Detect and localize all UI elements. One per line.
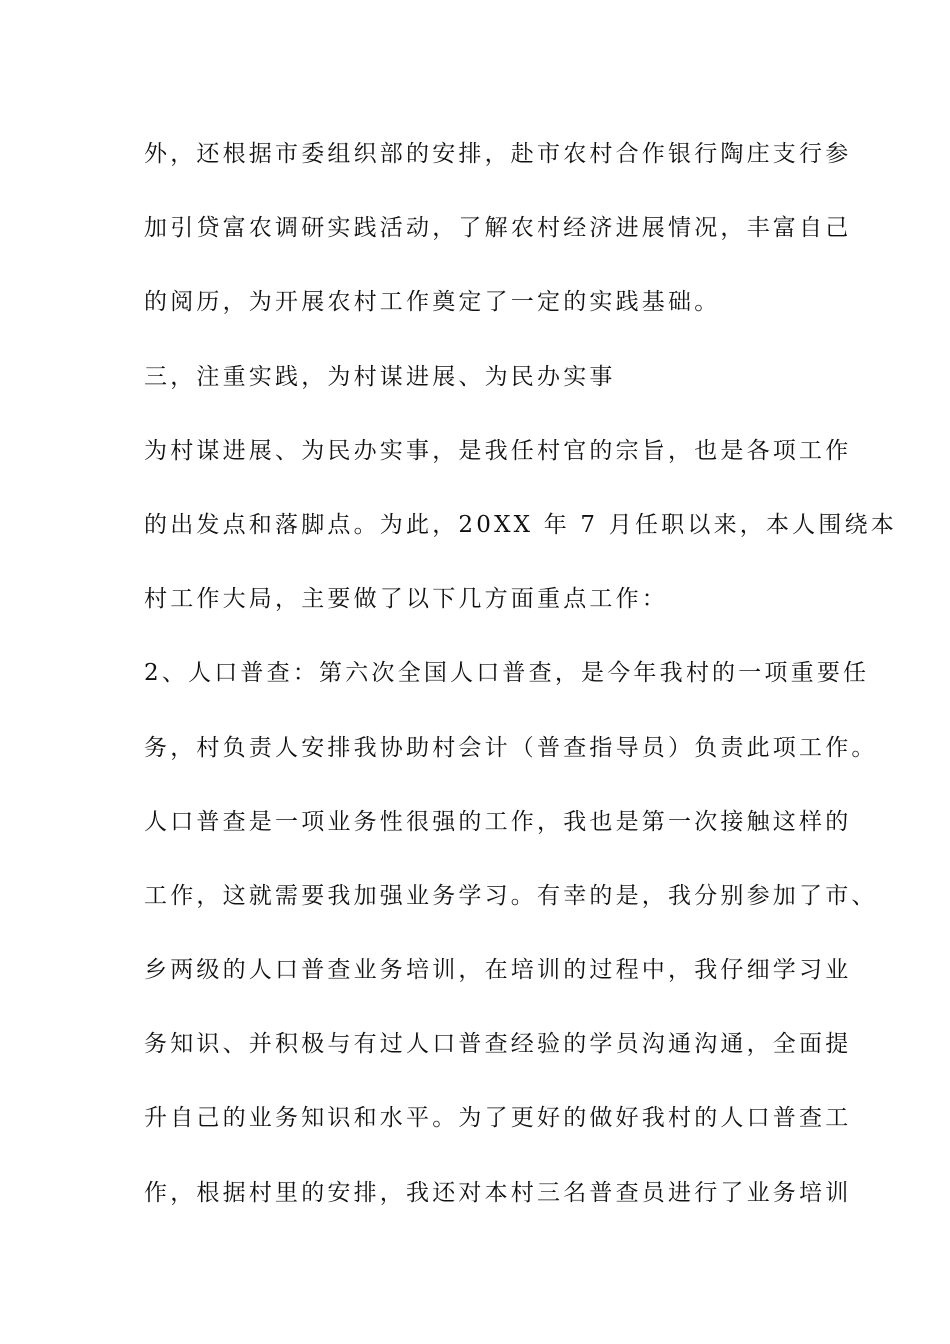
document-body xyxy=(144,134,897,1247)
text-line: 升自己的业务知识和水平。为了更好的做好我村的人口普查工 xyxy=(144,1105,852,1132)
text-line: 的出发点和落脚点。为此，20XX 年 7 月任职以来，本人围绕本 xyxy=(144,511,897,538)
text-line: 加引贷富农调研实践活动，了解农村经济进展情况，丰富自己 xyxy=(144,215,852,242)
text-line: 村工作大局，主要做了以下几方面重点工作： xyxy=(144,586,668,613)
text-line: 的阅历，为开展农村工作奠定了一定的实践基础。 xyxy=(144,289,721,316)
section-heading: 三，注重实践，为村谋进展、为民办实事 xyxy=(144,363,616,390)
text-line: 务，村负责人安排我协助村会计（普查指导员）负责此项工作。 xyxy=(144,734,878,761)
text-line: 外，还根据市委组织部的安排，赴市农村合作银行陶庄支行参 xyxy=(144,141,852,167)
text-line: 为村谋进展、为民办实事，是我任村官的宗旨，也是各项工作 xyxy=(144,437,852,464)
text-line: 2、人口普查：第六次全国人口普查，是今年我村的一项重要任 xyxy=(144,660,870,687)
text-line: 作，根据村里的安排，我还对本村三名普查员进行了业务培训 xyxy=(144,1179,852,1206)
text-line: 工作，这就需要我加强业务学习。有幸的是，我分别参加了市、 xyxy=(144,882,878,909)
text-line: 务知识、并积极与有过人口普查经验的学员沟通沟通，全面提 xyxy=(144,1031,852,1058)
text-line: 人口普查是一项业务性很强的工作，我也是第一次接触这样的 xyxy=(144,808,852,835)
text-line: 乡两级的人口普查业务培训，在培训的过程中，我仔细学习业 xyxy=(144,957,852,984)
